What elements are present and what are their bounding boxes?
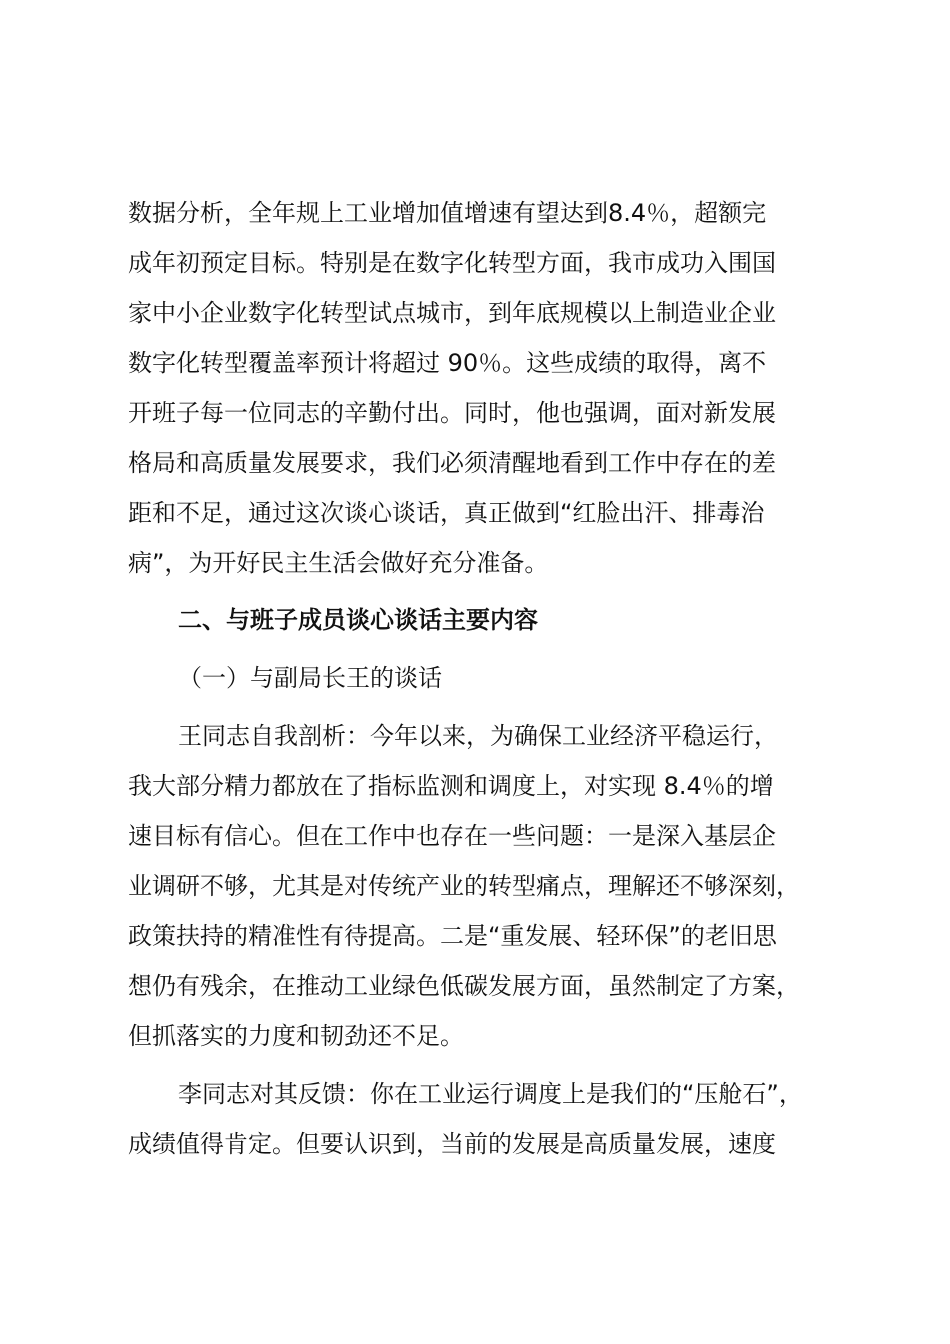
body-text-line: 格局和高质量发展要求，我们必须清醒地看到工作中存在的差 <box>128 449 776 477</box>
subsection-heading: （一）与副局长王的谈话 <box>178 664 442 692</box>
body-text-line: 速目标有信心。但在工作中也存在一些问题：一是深入基层企 <box>128 822 776 850</box>
body-text-line: 家中小企业数字化转型试点城市，到年底规模以上制造业企业 <box>128 299 776 327</box>
body-text-line: 数据分析，全年规上工业增加值增速有望达到8.4％，超额完 <box>128 199 767 227</box>
body-text-line: 想仍有残余，在推动工业绿色低碳发展方面，虽然制定了方案， <box>128 972 800 1000</box>
body-text-line: 开班子每一位同志的辛勤付出。同时，他也强调，面对新发展 <box>128 399 776 427</box>
body-text-line: 王同志自我剖析：今年以来，为确保工业经济平稳运行， <box>178 722 778 750</box>
body-text-line: 但抓落实的力度和韧劲还不足。 <box>128 1022 464 1050</box>
section-heading: 二、与班子成员谈心谈话主要内容 <box>178 606 538 634</box>
body-text-line: 成年初预定目标。特别是在数字化转型方面，我市成功入围国 <box>128 249 776 277</box>
body-text-line: 政策扶持的精准性有待提高。二是“重发展、轻环保”的老旧思 <box>128 922 777 950</box>
body-text-line: 距和不足，通过这次谈心谈话，真正做到“红脸出汗、排毒治 <box>128 499 765 527</box>
body-text-line: 业调研不够，尤其是对传统产业的转型痛点，理解还不够深刻， <box>128 872 800 900</box>
body-text-line: 成绩值得肯定。但要认识到，当前的发展是高质量发展，速度 <box>128 1130 776 1158</box>
body-text-line: 病”，为开好民主生活会做好充分准备。 <box>128 549 549 577</box>
body-text-line: 我大部分精力都放在了指标监测和调度上，对实现 8.4％的增 <box>128 772 774 800</box>
body-text-line: 数字化转型覆盖率预计将超过 90％。这些成绩的取得，离不 <box>128 349 767 377</box>
body-text-line: 李同志对其反馈：你在工业运行调度上是我们的“压舱石”， <box>178 1080 803 1108</box>
